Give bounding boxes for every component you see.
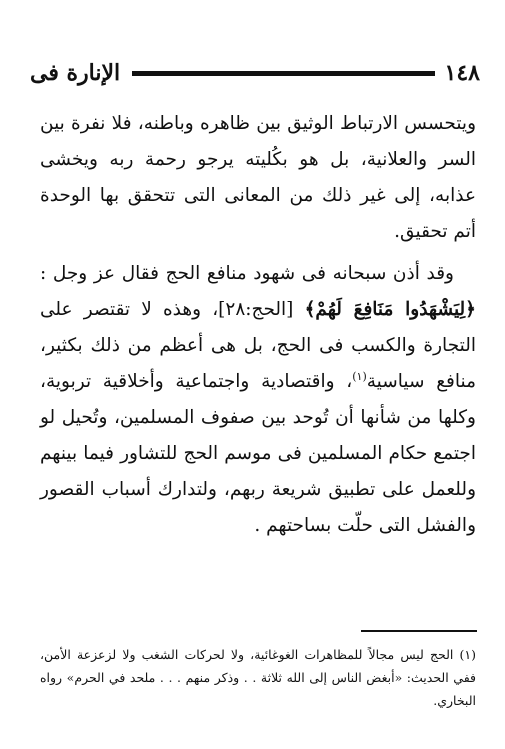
paragraph-2-intro: وقد أذن سبحانه فى شهود منافع الحج فقال عز وجل : bbox=[40, 263, 454, 284]
footnote: (١) الحج ليس مجالاً للمظاهرات الغوغائية، ولا لحركات الشغب ولا لزعزعة الأمن، ففي الحديث: «أبغض الناس إلى الله ثلاثة . . وذكر منهم . . . ملحد في الحرم» رواه البخاري. bbox=[40, 647, 476, 708]
paragraph-2-rest: ، واقتصادية واجتماعية وأخلاقية تربوية، وكلها من شأنها أن تُوحد بين صفوف المسلمين، وتُحيل لو اجتمع حكام المسلمين فى موسم الحج للتشاور فيما بينهم وللعمل على تطبيق شريعة ربهم، ولتدارك أسباب القصور والفشل التى حلّت بساحتهم . bbox=[40, 371, 476, 536]
page-number: ١٤٨ bbox=[444, 60, 480, 86]
running-title: الإنارة فى bbox=[30, 60, 121, 86]
main-text bbox=[40, 106, 476, 544]
footnote-reference: (١) bbox=[352, 369, 367, 383]
quran-verse: ﴿لِيَشْهَدُوا مَنَافِعَ لَهُمْ﴾ bbox=[304, 299, 477, 320]
footnote-separator bbox=[361, 630, 477, 632]
page-header bbox=[30, 58, 480, 88]
paragraph-1: ويتحسس الارتباط الوثيق بين ظاهره وباطنه، فلا نفرة بين السر والعلانية، بل هو بكُليته يرجو رحمة ربه ويخشى عذابه، إلى غير ذلك من المعانى التى تتحقق بها الوحدة أتم تحقيق. bbox=[40, 113, 476, 242]
verse-citation: [الحج:٢٨]، وهذه لا تقتصر على التجارة والكسب فى الحج، بل هى أعظم من ذلك بكثير، منافع سياسية bbox=[40, 299, 477, 392]
header-rule bbox=[132, 71, 434, 76]
paragraph-2 bbox=[40, 256, 476, 544]
